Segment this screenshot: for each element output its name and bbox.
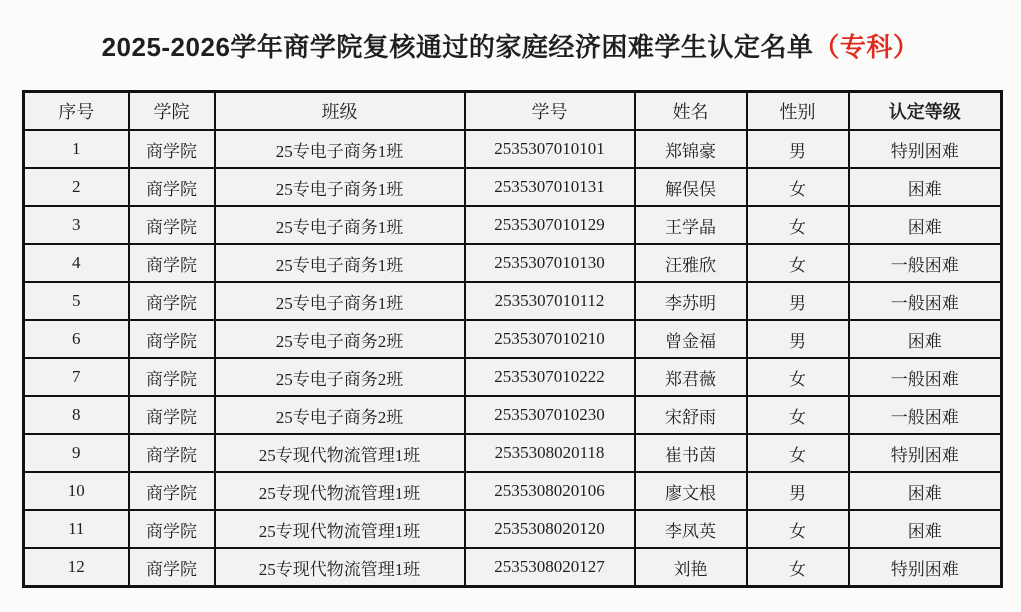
cell-index: 8 [24,396,129,434]
cell-college: 商学院 [129,130,215,168]
table-row [24,168,1002,206]
table-row [24,206,1002,244]
header-college: 学院 [129,92,215,131]
table-header-row [24,92,1002,131]
cell-college: 商学院 [129,206,215,244]
cell-index: 7 [24,358,129,396]
header-student-id: 学号 [465,92,635,131]
cell-name: 王学晶 [635,206,747,244]
cell-name: 廖文根 [635,472,747,510]
cell-index: 1 [24,130,129,168]
cell-student-id: 2535308020106 [465,472,635,510]
header-index: 序号 [24,92,129,131]
table-body [24,130,1002,587]
cell-class: 25专电子商务2班 [215,320,465,358]
header-level: 认定等级 [849,92,1002,131]
cell-index: 10 [24,472,129,510]
cell-index: 5 [24,282,129,320]
cell-student-id: 2535308020127 [465,548,635,587]
table-row [24,396,1002,434]
table-row [24,130,1002,168]
table-row [24,282,1002,320]
cell-level: 困难 [849,320,1002,358]
cell-student-id: 2535308020120 [465,510,635,548]
cell-gender: 女 [747,206,849,244]
cell-level: 一般困难 [849,358,1002,396]
cell-class: 25专现代物流管理1班 [215,548,465,587]
cell-student-id: 2535307010210 [465,320,635,358]
cell-index: 9 [24,434,129,472]
cell-class: 25专电子商务1班 [215,130,465,168]
page-title-main: 2025-2026学年商学院复核通过的家庭经济困难学生认定名单 [101,31,814,62]
student-roster-table [22,90,1003,588]
cell-level: 一般困难 [849,282,1002,320]
cell-class: 25专现代物流管理1班 [215,510,465,548]
cell-student-id: 2535307010112 [465,282,635,320]
cell-level: 困难 [849,168,1002,206]
cell-class: 25专电子商务2班 [215,358,465,396]
cell-college: 商学院 [129,282,215,320]
cell-name: 崔书茵 [635,434,747,472]
cell-name: 郑锦豪 [635,130,747,168]
cell-index: 11 [24,510,129,548]
cell-gender: 男 [747,472,849,510]
cell-gender: 女 [747,396,849,434]
cell-gender: 女 [747,358,849,396]
cell-name: 宋舒雨 [635,396,747,434]
table-row [24,434,1002,472]
cell-class: 25专电子商务1班 [215,282,465,320]
cell-college: 商学院 [129,434,215,472]
cell-gender: 女 [747,168,849,206]
header-name: 姓名 [635,92,747,131]
cell-index: 2 [24,168,129,206]
cell-gender: 女 [747,434,849,472]
cell-index: 3 [24,206,129,244]
cell-student-id: 2535307010131 [465,168,635,206]
table-row [24,510,1002,548]
cell-name: 解俣俣 [635,168,747,206]
title-bar [0,0,1021,90]
cell-class: 25专电子商务1班 [215,244,465,282]
cell-gender: 男 [747,130,849,168]
cell-college: 商学院 [129,168,215,206]
cell-class: 25专现代物流管理1班 [215,434,465,472]
cell-level: 一般困难 [849,396,1002,434]
cell-level: 特别困难 [849,434,1002,472]
cell-student-id: 2535307010101 [465,130,635,168]
cell-gender: 女 [747,510,849,548]
cell-student-id: 2535307010129 [465,206,635,244]
cell-gender: 男 [747,282,849,320]
cell-level: 困难 [849,472,1002,510]
cell-name: 汪雅欣 [635,244,747,282]
cell-level: 特别困难 [849,130,1002,168]
header-class: 班级 [215,92,465,131]
cell-level: 特别困难 [849,548,1002,587]
cell-name: 李苏明 [635,282,747,320]
cell-student-id: 2535308020118 [465,434,635,472]
cell-college: 商学院 [129,244,215,282]
table-row [24,320,1002,358]
title-suffix: （专科） [813,31,920,62]
cell-student-id: 2535307010222 [465,358,635,396]
cell-class: 25专电子商务2班 [215,396,465,434]
cell-name: 刘艳 [635,548,747,587]
cell-level: 困难 [849,206,1002,244]
cell-college: 商学院 [129,320,215,358]
table-row [24,472,1002,510]
cell-level: 困难 [849,510,1002,548]
cell-name: 曾金福 [635,320,747,358]
cell-gender: 男 [747,320,849,358]
cell-name: 李凤英 [635,510,747,548]
cell-index: 12 [24,548,129,587]
cell-name: 郑君薇 [635,358,747,396]
cell-student-id: 2535307010230 [465,396,635,434]
cell-college: 商学院 [129,472,215,510]
table-row [24,244,1002,282]
cell-class: 25专现代物流管理1班 [215,472,465,510]
cell-college: 商学院 [129,358,215,396]
cell-gender: 女 [747,548,849,587]
cell-index: 6 [24,320,129,358]
cell-student-id: 2535307010130 [465,244,635,282]
cell-class: 25专电子商务1班 [215,168,465,206]
cell-index: 4 [24,244,129,282]
cell-college: 商学院 [129,510,215,548]
header-gender: 性别 [747,92,849,131]
cell-level: 一般困难 [849,244,1002,282]
table-row [24,548,1002,587]
cell-college: 商学院 [129,548,215,587]
cell-college: 商学院 [129,396,215,434]
page-title [102,27,920,64]
cell-class: 25专电子商务1班 [215,206,465,244]
table-row [24,358,1002,396]
cell-gender: 女 [747,244,849,282]
